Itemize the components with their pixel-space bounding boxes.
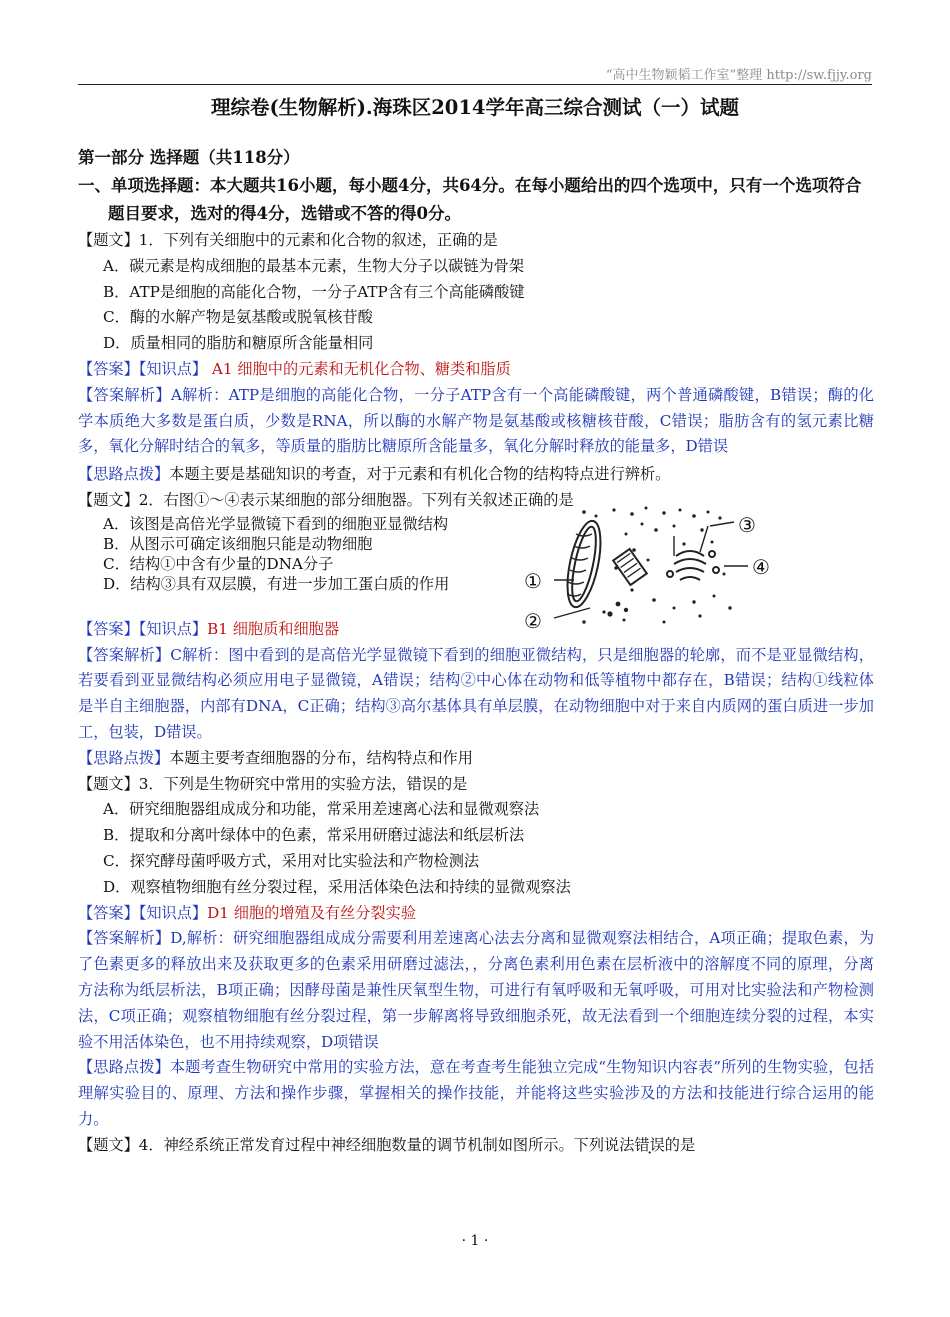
q1-tip-line xyxy=(78,462,874,488)
q2-answer-value: B1 细胞质和细胞器 xyxy=(207,619,340,638)
q1-analysis-tag: 【答案解析】 xyxy=(78,385,171,404)
q1-tip-text: 本题主要是基础知识的考查，对于元素和有机化合物的结构特点进行辨析。 xyxy=(169,465,671,484)
q1-stem: 【题文】1．下列有关细胞中的元素和化合物的叙述，正确的是 xyxy=(78,231,498,249)
q1-analysis-text: A解析：ATP是细胞的高能化合物，一分子ATP含有一个高能磷酸键，两个普通磷酸键，B错误；酶的化学本质绝大多数是蛋白质，少数是RNA，所以酶的水解产物是氨基酸或核糖核苷酸，C错误；脂肪含有的氢元素比糖多，氧化分解时结合的氧多，等质量的脂肪比糖原所含能量多，氧化分解时释放的能量多，D错误 xyxy=(78,385,874,456)
q3-analysis xyxy=(78,926,874,1055)
q4-stem-after: 的是 xyxy=(664,1135,696,1154)
q3-tip-tag: 【思路点拨】 xyxy=(78,1058,170,1077)
q3-analysis-tag: 【答案解析】 xyxy=(78,929,171,948)
q2-tip-text: 本题主要考查细胞器的分布，结构特点和作用 xyxy=(169,748,473,767)
q1-option-d: D．质量相同的脂肪和糖原所含能量相同 xyxy=(103,334,374,353)
q3-stem: 【题文】3．下列是生物研究中常用的实验方法，错误的是 xyxy=(78,774,468,793)
q4-stem-emphasis: 错误 xyxy=(634,1135,665,1154)
q2-option-a: A．该图是高倍光学显微镜下看到的细胞亚显微结构 xyxy=(103,514,449,533)
figure-label-1: ① xyxy=(524,568,542,593)
q2-analysis-text: C解析：图中看到的是高倍光学显微镜下看到的细胞亚微结构，只是细胞器的轮廓，而不是亚显微结构，若要看到亚显微结构必须应用电子显微镜，A错误；结构②中心体在动物和低等植物中都存在，B错误；结构①线粒体是半自主细胞器，内部有DNA，C正确；结构③高尔基体具有单层膜，在动物细胞中对于来自内质网的蛋白质进一步加工，包装，D错误。 xyxy=(78,645,874,741)
q3-option-c: C．探究酵母菌呼吸方式，采用对比实验法和产物检测法 xyxy=(103,851,480,870)
header-divider xyxy=(78,84,872,85)
q1-option-c: C．酶的水解产物是氨基酸或脱氧核苷酸 xyxy=(103,308,373,327)
part-heading: 第一部分 选择题（共118分） xyxy=(78,148,300,167)
q3-answer-line xyxy=(78,901,874,927)
q1-answer-line xyxy=(78,357,874,383)
q3-option-b: B．提取和分离叶绿体中的色素，常采用研磨过滤法和纸层析法 xyxy=(103,826,525,845)
q3-answer-tags: 【答案】【知识点】 xyxy=(78,903,208,922)
q3-tip-text: 本题考查生物研究中常用的实验方法，意在考查考生能独立完成“生物知识内容表”所列的生物实验，包括理解实验目的、原理、方法和操作步骤，掌握相关的操作技能，并能将这些实验涉及的方法和技能进行综合运用的能力。 xyxy=(78,1058,875,1128)
q2-tip-tag: 【思路点拨】 xyxy=(78,748,170,767)
section-instruction: 一、单项选择题：本大题共16小题，每小题4分，共64分。在每小题给出的四个选项中，只有一个选项符合题目要求，选对的得4分，选错或不答的得0分。 xyxy=(78,176,862,223)
q3-answer-value: D1 细胞的增殖及有丝分裂实验 xyxy=(207,903,417,922)
q1-analysis xyxy=(78,383,874,460)
q1-option-b: B．ATP是细胞的高能化合物，一分子ATP含有三个高能磷酸键 xyxy=(103,282,525,301)
figure-label-4: ④ xyxy=(752,554,770,579)
q1-answer-value: A1 细胞中的元素和无机化合物、糖类和脂质 xyxy=(207,359,511,378)
figure-label-3: ③ xyxy=(738,512,756,537)
q3-analysis-text: D,解析：研究细胞器组成成分需要利用差速离心法去分离和显微观察法相结合，A项正确；提取色素，为了色素更多的释放出来及获取更多的色素采用研磨过滤法，，分离色素利用色素在层析液中的溶解度不同的原理，分离方法称为纸层析法，B项正确；因酵母菌是兼性厌氧型生物，可进行有氧呼吸和无氧呼吸，可用对比实验法和产物检测法，C项正确；观察植物细胞有丝分裂过程，第一步解离将导致细胞杀死，故无法看到一个细胞连续分裂的过程，本实验不用活体染色，也不用持续观察，D项错误 xyxy=(78,929,875,1051)
q1-option-a: A．碳元素是构成细胞的最基本元素，生物大分子以碳链为骨架 xyxy=(103,256,525,275)
q2-answer-tags: 【答案】【知识点】 xyxy=(78,619,208,638)
q3-tip xyxy=(78,1055,874,1132)
q4-stem xyxy=(78,1133,874,1159)
header-note: “高中生物颖韬工作室”整理 http://sw.fjjy.org xyxy=(605,68,872,83)
q1-tip-tag: 【思路点拨】 xyxy=(78,465,170,484)
document-body xyxy=(78,144,874,1159)
q3-option-d: D．观察植物细胞有丝分裂过程，采用活体染色法和持续的显微观察法 xyxy=(103,877,571,896)
q1-answer-tags: 【答案】【知识点】 xyxy=(78,359,208,378)
page-title: 理综卷(生物解析).海珠区2014学年高三综合测试（一）试题 xyxy=(210,96,739,119)
q2-analysis xyxy=(78,643,874,746)
figure-label-2: ② xyxy=(524,608,542,632)
q4-stem-before: 【题文】4．神经系统正常发育过程中神经细胞数量的调节机制如图所示。下列说法 xyxy=(78,1135,635,1154)
q2-option-b: B．从图示可确定该细胞只能是动物细胞 xyxy=(103,534,373,553)
q2-option-d: D．结构③具有双层膜，有进一步加工蛋白质的作用 xyxy=(103,574,450,593)
q2-tip-line xyxy=(78,746,874,772)
q2-option-c: C．结构①中含有少量的DNA分子 xyxy=(103,554,334,573)
q2-analysis-tag: 【答案解析】 xyxy=(78,645,171,664)
cell-organelle-figure xyxy=(524,504,786,632)
page-number: · 1 · xyxy=(461,1233,489,1249)
q3-option-a: A．研究细胞器组成成分和功能，常采用差速离心法和显微观察法 xyxy=(103,800,540,819)
q2-stem: 【题文】2．右图①～④表示某细胞的部分细胞器。下列有关叙述正确的是 xyxy=(78,490,574,509)
